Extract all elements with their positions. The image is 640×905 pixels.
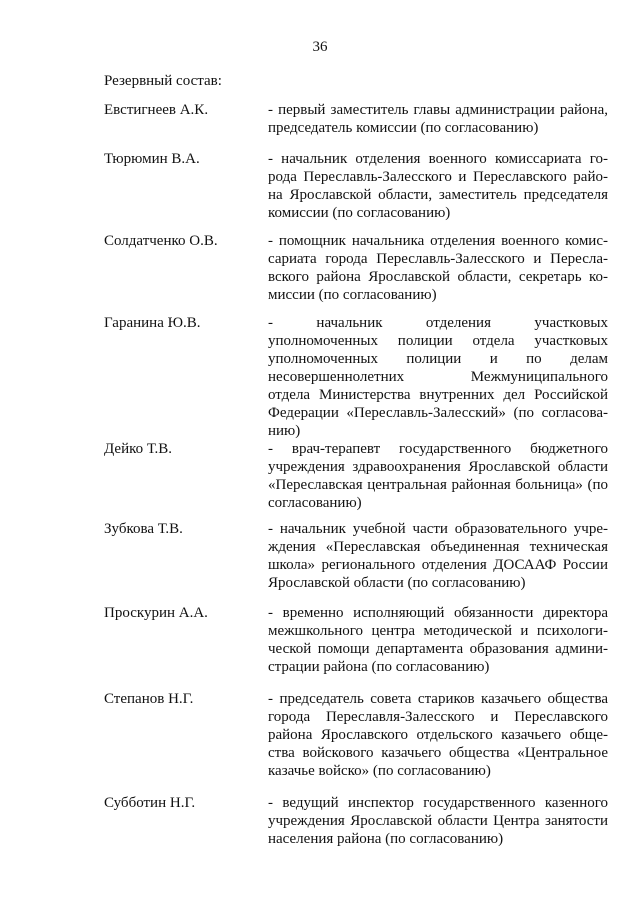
member-role-line: ства войскового казачьего общества «Центральное [268, 745, 608, 761]
member-role [268, 520, 608, 592]
member-role-line: - начальник отделения военного комиссариата го- [268, 151, 608, 167]
member-name: Зубкова Т.В. [104, 521, 183, 537]
page-number: 36 [312, 39, 328, 55]
member-role-line: отдела Министерства внутренних дел Российской [268, 387, 608, 403]
member-role-line: несовершеннолетних Межмуниципального [268, 369, 608, 385]
member-role-line: нию) [268, 423, 301, 439]
member-role [268, 690, 608, 780]
member-role-line: населения района (по согласованию) [268, 831, 504, 847]
member-role-line: Ярославской области (по согласованию) [268, 575, 526, 591]
member-role-line: казачье войско» (по согласованию) [268, 763, 491, 779]
member-role [268, 440, 608, 512]
member-name: Гаранина Ю.В. [104, 315, 201, 331]
member-role-line: - начальник отделения участковых [268, 315, 608, 331]
member-role-line: рода Переславль-Залесского и Переславского райо- [268, 169, 608, 185]
member-role [268, 150, 608, 222]
member-role-line: района Ярославского отдельского казачьего обще- [268, 727, 608, 743]
member-role-line: учреждения Ярославской области Центра занятости [268, 813, 608, 829]
member-role-line: - начальник учебной части образовательного учре- [268, 521, 608, 537]
member-role-line: межшкольного центра методической и психологи- [268, 623, 608, 639]
member-role-line: - первый заместитель главы администрации района, [268, 102, 608, 118]
member-role [268, 604, 608, 676]
member-role-line: председатель комиссии (по согласованию) [268, 120, 539, 136]
member-name: Субботин Н.Г. [104, 795, 196, 811]
member-role-line: миссии (по согласованию) [268, 287, 437, 303]
member-role [268, 794, 608, 848]
member-role-line: комиссии (по согласованию) [268, 205, 451, 221]
member-role [268, 314, 608, 440]
member-role-line: школа» регионального отделения ДОСААФ России [268, 557, 608, 573]
member-role-line: учреждения здравоохранения Ярославской области [268, 459, 608, 475]
member-name: Проскурин А.А. [104, 605, 208, 621]
member-role-line: - председатель совета стариков казачьего общества [268, 691, 608, 707]
member-role-line: - помощник начальника отделения военного комис- [268, 233, 608, 249]
member-role-line: - временно исполняющий обязанности директора [268, 605, 608, 621]
member-name: Дейко Т.В. [104, 441, 173, 457]
member-name: Тюрюмин В.А. [104, 151, 200, 167]
member-role-line: уполномоченных полиции и по делам [268, 351, 608, 367]
member-role-line: Федерации «Переславль-Залесский» (по согласова- [268, 405, 608, 421]
member-role [268, 232, 608, 304]
member-role-line: ческой помощи департамента образования админи- [268, 641, 608, 657]
member-role-line: вского района Ярославской области, секретарь ко- [268, 269, 608, 285]
member-name: Степанов Н.Г. [104, 691, 194, 707]
member-role-line: «Переславская центральная районная больница» (по [268, 477, 608, 493]
member-role-line: уполномоченных полиции отдела участковых [268, 333, 608, 349]
member-name: Евстигнеев А.К. [104, 102, 209, 118]
member-role [268, 101, 608, 137]
member-role-line: ждения «Переславская объединенная техническая [268, 539, 608, 555]
section-title: Резервный состав: [104, 73, 222, 89]
member-role-line: страции района (по согласованию) [268, 659, 490, 675]
member-name: Солдатченко О.В. [104, 233, 218, 249]
member-role-line: - ведущий инспектор государственного казенного [268, 795, 608, 811]
member-role-line: на Ярославской области, заместитель председателя [268, 187, 608, 203]
member-role-line: - врач-терапевт государственного бюджетного [268, 441, 608, 457]
member-role-line: согласованию) [268, 495, 362, 511]
member-role-line: сариата города Переславль-Залесского и Пересла- [268, 251, 608, 267]
member-role-line: города Переславля-Залесского и Переславского [268, 709, 608, 725]
